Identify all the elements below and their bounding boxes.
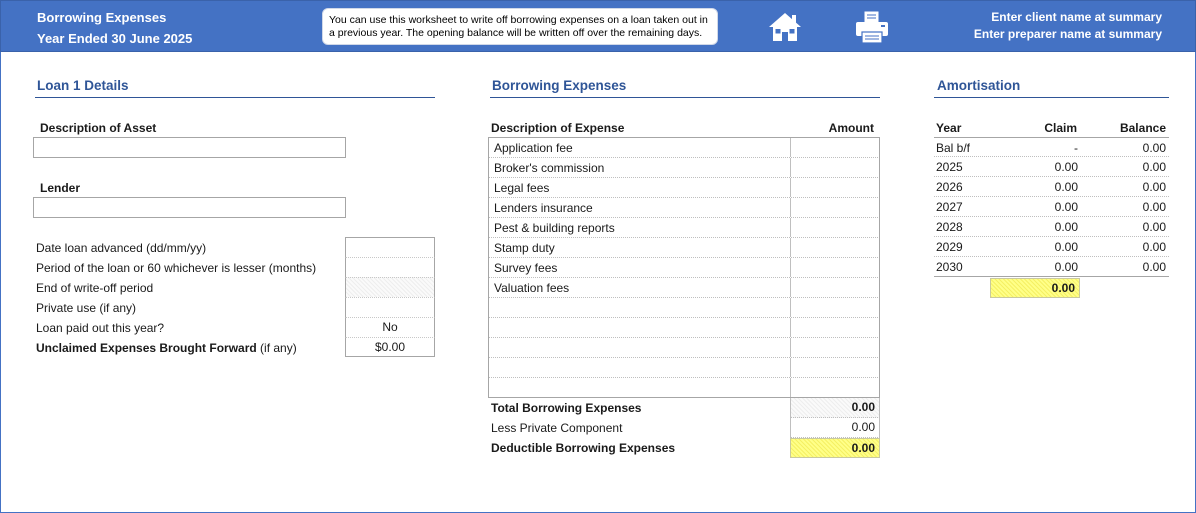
- amort-row: [934, 137, 1169, 157]
- amort-balance: 0.00: [1142, 240, 1166, 254]
- expense-row: [488, 177, 880, 197]
- expense-row: [488, 197, 880, 217]
- expense-desc[interactable]: Legal fees: [494, 181, 550, 195]
- amort-balance: 0.00: [1142, 141, 1166, 155]
- private-component-label: Less Private Component: [491, 421, 623, 435]
- expense-desc[interactable]: Broker's commission: [494, 161, 605, 175]
- amort-balance: 0.00: [1142, 160, 1166, 174]
- expense-row: [488, 337, 880, 357]
- expense-amount[interactable]: [790, 198, 879, 217]
- expense-amount-header: Amount: [828, 121, 874, 135]
- loan-paid-select[interactable]: No: [345, 317, 435, 337]
- unclaimed-label-bold: Unclaimed Expenses Brought Forward: [36, 341, 257, 355]
- amort-claim: 0.00: [1054, 160, 1078, 174]
- expense-row: [488, 137, 880, 157]
- amort-row: [934, 157, 1169, 177]
- lender-input[interactable]: [33, 197, 346, 218]
- page-title: Borrowing Expenses: [37, 10, 167, 25]
- amort-row: [934, 177, 1169, 197]
- preparer-name[interactable]: Enter preparer name at summary: [973, 27, 1162, 41]
- amortisation-section-rule: [934, 97, 1169, 98]
- expense-desc[interactable]: Stamp duty: [494, 241, 555, 255]
- amort-row: [934, 197, 1169, 217]
- private-use-input[interactable]: [345, 297, 435, 317]
- expense-amount[interactable]: [790, 178, 879, 197]
- printer-icon[interactable]: [854, 10, 890, 44]
- deductible-expenses-value: 0.00: [790, 438, 880, 458]
- amort-year: 2025: [936, 160, 963, 174]
- info-note: You can use this worksheet to write off borrowing expenses on a loan taken out in a previous year. The opening balance will be written off over the remaining days.: [322, 8, 718, 45]
- expense-amount[interactable]: [790, 378, 879, 397]
- amort-claim: 0.00: [1054, 240, 1078, 254]
- expense-row: [488, 217, 880, 237]
- expense-amount[interactable]: [790, 358, 879, 377]
- amort-year: Bal b/f: [936, 141, 971, 155]
- amort-claim: 0.00: [1054, 180, 1078, 194]
- header-bar: [0, 0, 1196, 52]
- expense-row: [488, 237, 880, 257]
- expense-desc-header: Description of Expense: [491, 121, 625, 135]
- loan-section-rule: [35, 97, 435, 98]
- unclaimed-label: [36, 341, 297, 355]
- expense-row: [488, 257, 880, 277]
- expense-row: [488, 317, 880, 337]
- amort-year: 2027: [936, 200, 963, 214]
- unclaimed-input[interactable]: $0.00: [345, 337, 435, 357]
- amort-row: [934, 237, 1169, 257]
- expenses-section-rule: [490, 97, 880, 98]
- client-name[interactable]: Enter client name at summary: [991, 10, 1162, 24]
- amort-balance: 0.00: [1142, 180, 1166, 194]
- loan-date-input[interactable]: [345, 237, 435, 257]
- amort-year: 2030: [936, 260, 963, 274]
- loan-section-title: Loan 1 Details: [37, 78, 129, 93]
- amort-claim: 0.00: [1054, 200, 1078, 214]
- amort-row: [934, 217, 1169, 237]
- expense-amount[interactable]: [790, 278, 879, 297]
- expense-amount[interactable]: [790, 318, 879, 337]
- page-subtitle: Year Ended 30 June 2025: [37, 31, 193, 46]
- amort-total-claim: 0.00: [990, 278, 1080, 298]
- expense-row: [488, 357, 880, 377]
- amort-row: [934, 257, 1169, 277]
- amortisation-section-title: Amortisation: [937, 78, 1021, 93]
- amort-year-header: Year: [936, 121, 962, 135]
- expense-desc[interactable]: Application fee: [494, 141, 573, 155]
- home-icon[interactable]: [767, 10, 803, 44]
- total-expenses-value: 0.00: [790, 398, 880, 418]
- amort-claim-header: Claim: [1044, 121, 1077, 135]
- writeoff-end-label: End of write-off period: [36, 281, 154, 295]
- expense-desc[interactable]: Lenders insurance: [494, 201, 593, 215]
- amort-year: 2028: [936, 220, 963, 234]
- expense-desc[interactable]: Valuation fees: [494, 281, 570, 295]
- expense-desc[interactable]: Pest & building reports: [494, 221, 615, 235]
- expense-amount[interactable]: [790, 258, 879, 277]
- private-component-value: 0.00: [790, 418, 880, 438]
- deductible-expenses-label: Deductible Borrowing Expenses: [491, 441, 676, 455]
- amort-year: 2026: [936, 180, 963, 194]
- amort-balance: 0.00: [1142, 220, 1166, 234]
- loan-period-label: Period of the loan or 60 whichever is lesser (months): [36, 261, 317, 275]
- expense-amount[interactable]: [790, 338, 879, 357]
- expense-row: [488, 277, 880, 297]
- amort-balance-header: Balance: [1119, 121, 1166, 135]
- loan-paid-label: Loan paid out this year?: [36, 321, 165, 335]
- expense-amount[interactable]: [790, 138, 879, 157]
- private-use-label: Private use (if any): [36, 301, 137, 315]
- expense-row: [488, 297, 880, 317]
- expense-amount[interactable]: [790, 298, 879, 317]
- asset-label: Description of Asset: [40, 121, 157, 135]
- lender-label: Lender: [40, 181, 81, 195]
- expense-amount[interactable]: [790, 158, 879, 177]
- loan-date-label: Date loan advanced (dd/mm/yy): [36, 241, 207, 255]
- amort-balance: 0.00: [1142, 260, 1166, 274]
- asset-input[interactable]: [33, 137, 346, 158]
- writeoff-end-value: [345, 277, 435, 297]
- expense-amount[interactable]: [790, 238, 879, 257]
- amort-claim: 0.00: [1054, 260, 1078, 274]
- amort-claim: -: [1074, 141, 1078, 155]
- expense-row: [488, 157, 880, 177]
- expense-desc[interactable]: Survey fees: [494, 261, 558, 275]
- amort-claim: 0.00: [1054, 220, 1078, 234]
- expenses-section-title: Borrowing Expenses: [492, 78, 627, 93]
- amort-balance: 0.00: [1142, 200, 1166, 214]
- total-expenses-label: Total Borrowing Expenses: [491, 401, 642, 415]
- unclaimed-label-rest: (if any): [256, 341, 297, 355]
- expense-row: [488, 377, 880, 397]
- amort-year: 2029: [936, 240, 963, 254]
- loan-period-input[interactable]: [345, 257, 435, 277]
- expense-amount[interactable]: [790, 218, 879, 237]
